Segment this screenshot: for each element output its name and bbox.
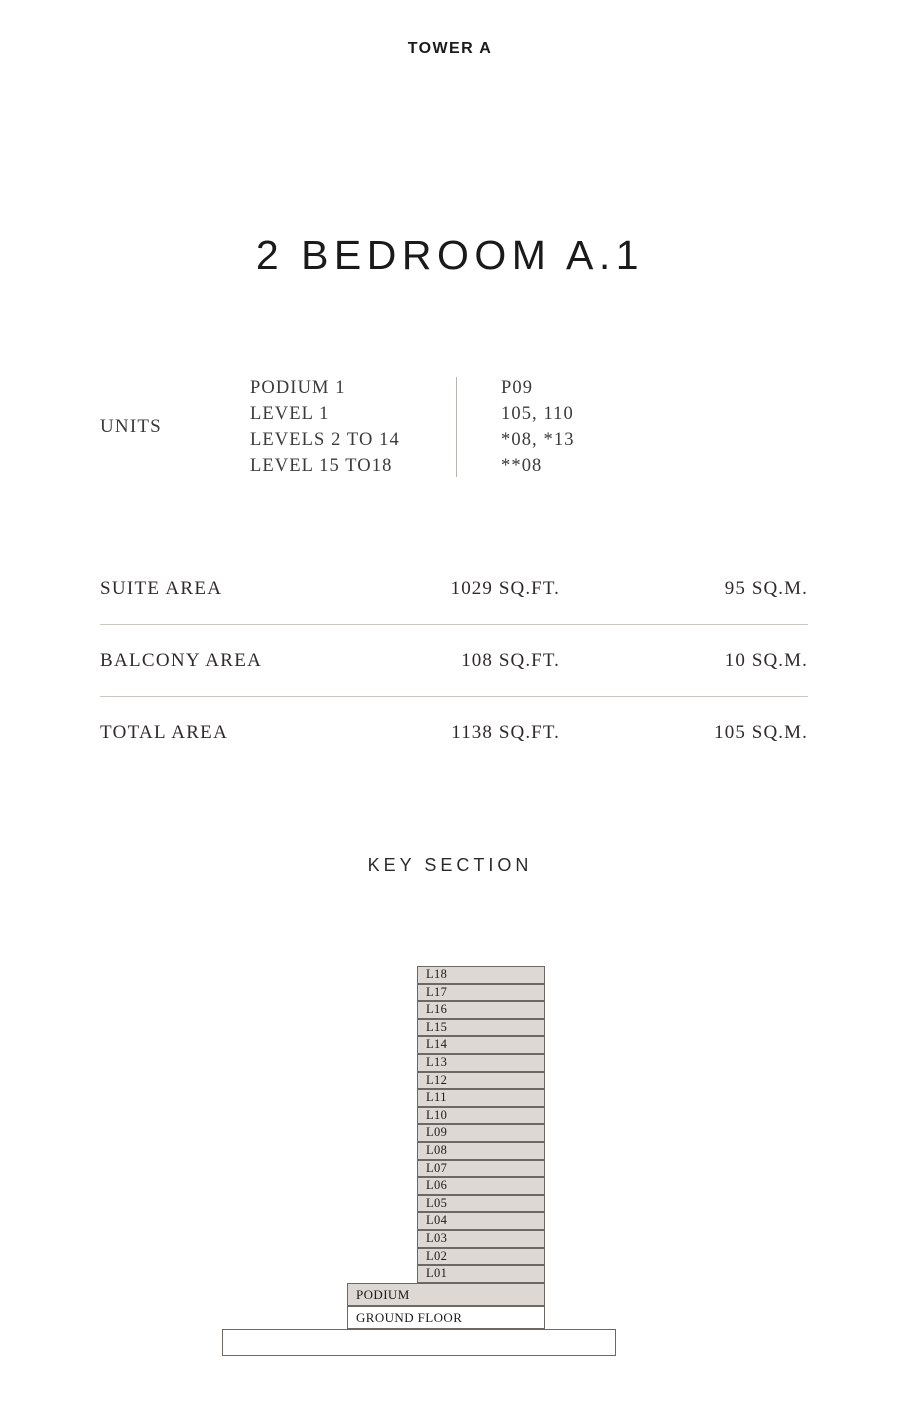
area-sqft: 1029 SQ.FT. (450, 577, 560, 599)
units-label: UNITS (100, 416, 162, 437)
floor-level: L18 (417, 966, 545, 984)
units-levels-column (250, 375, 456, 479)
floor-level: L02 (417, 1248, 545, 1266)
floor-ground: GROUND FLOOR (347, 1306, 545, 1329)
key-section-title: KEY SECTION (367, 855, 533, 875)
table-row (100, 625, 808, 697)
floor-level: L15 (417, 1019, 545, 1037)
floor-level: L03 (417, 1230, 545, 1248)
area-name: BALCONY AREA (100, 649, 263, 671)
units-number: *08, *13 (501, 430, 575, 450)
units-table (250, 375, 575, 479)
units-numbers-column (457, 375, 575, 479)
area-sqm: 10 SQ.M. (724, 649, 808, 671)
area-table (100, 553, 808, 768)
floor-base (222, 1329, 616, 1356)
area-sqft: 1138 SQ.FT. (451, 721, 560, 743)
floor-level: L06 (417, 1177, 545, 1195)
floor-level: L07 (417, 1160, 545, 1178)
tower-label: TOWER A (407, 40, 493, 57)
units-level: PODIUM 1 (250, 378, 346, 398)
tower-stack (62, 966, 900, 1283)
table-row (100, 697, 808, 768)
floor-level: L13 (417, 1054, 545, 1072)
floor-level: L16 (417, 1001, 545, 1019)
area-name: TOTAL AREA (100, 721, 229, 743)
floor-podium: PODIUM (347, 1283, 545, 1306)
area-sqft: 108 SQ.FT. (461, 649, 560, 671)
key-section-diagram (0, 966, 900, 1356)
area-sqm: 95 SQ.M. (724, 577, 808, 599)
units-level: LEVEL 15 TO18 (250, 456, 393, 476)
floor-level: L14 (417, 1036, 545, 1054)
units-number: **08 (501, 456, 543, 476)
units-level: LEVEL 1 (250, 404, 330, 424)
base-stack (0, 1329, 900, 1356)
podium-stack (0, 1283, 900, 1329)
floor-level: L17 (417, 984, 545, 1002)
units-block (100, 375, 810, 479)
floor-level: L09 (417, 1124, 545, 1142)
floor-level: L11 (417, 1089, 545, 1107)
page-title: 2 BEDROOM A.1 (255, 232, 645, 278)
units-level: LEVELS 2 TO 14 (250, 430, 400, 450)
area-sqm: 105 SQ.M. (714, 721, 808, 743)
area-name: SUITE AREA (100, 577, 223, 599)
floor-level: L12 (417, 1072, 545, 1090)
units-number: 105, 110 (501, 404, 574, 424)
floor-level: L05 (417, 1195, 545, 1213)
floor-level: L01 (417, 1265, 545, 1283)
floor-level: L08 (417, 1142, 545, 1160)
floor-level: L04 (417, 1212, 545, 1230)
table-row (100, 553, 808, 625)
units-number: P09 (501, 378, 534, 398)
floor-level: L10 (417, 1107, 545, 1125)
